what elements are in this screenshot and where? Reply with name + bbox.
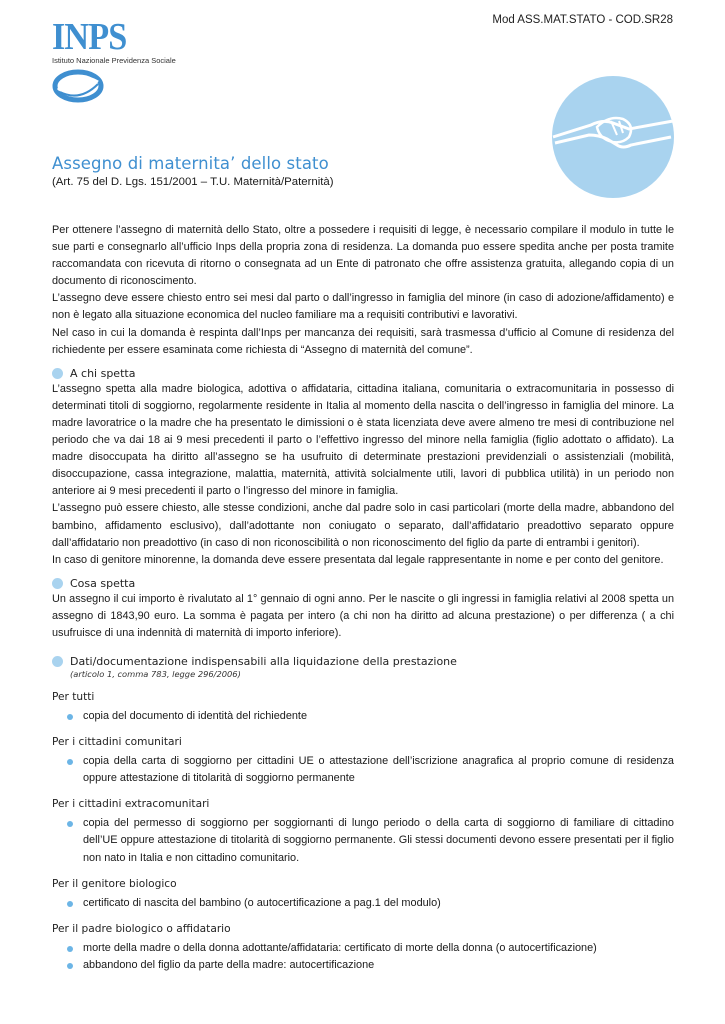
logo-text: INPS <box>52 16 127 58</box>
bullet-circle-icon <box>52 368 63 379</box>
bullet-circle-icon <box>52 656 63 667</box>
section-paragraph: L’assegno può essere chiesto, alle stesse condizioni, anche dal padre solo in casi particolari (morte della madre, abbandono del bambino, affidamento esclusivo), dall’adottante non coniugato o separato, dall’affidatario preadottivo separato oppure dall’affidatario non preadottivo (in caso di non riconoscibilità o non riconoscimento del figlio da parte di entrambi i genitori). <box>52 502 674 549</box>
list-item <box>52 895 674 912</box>
list-item-text: copia del permesso di soggiorno per soggiornanti di lungo periodo o della carta di soggiorno di familiare di cittadino dell’UE oppure attestazione di titolarità di soggiorno permanente. Gli stessi documenti devono essere presentati per il figlio non nato in Italia e non cittadino comunitario. <box>83 817 674 864</box>
list-item <box>52 957 674 974</box>
section-heading-documentazione <box>52 654 674 669</box>
bullet-dot-icon <box>67 901 73 907</box>
list-item <box>52 940 674 957</box>
section-title: Cosa spetta <box>70 576 136 590</box>
group-title: Per il padre biologico o affidatario <box>52 922 231 935</box>
list-item-text: certificato di nascita del bambino (o autocertificazione a pag.1 del modulo) <box>83 896 441 909</box>
page-subtitle: (Art. 75 del D. Lgs. 151/2001 – T.U. Maternità/Paternità) <box>52 176 334 188</box>
document-list <box>52 895 674 912</box>
document-list <box>52 940 674 974</box>
document-list <box>52 815 674 866</box>
intro-paragraph: L’assegno deve essere chiesto entro sei mesi dal parto o dall’ingresso in famiglia del minore (in caso di adozione/affidamento) e non è legato alla situazione economica del nucleo familiare ma a requisiti contributivi e lavorativi. <box>52 292 674 322</box>
section-title: A chi spetta <box>70 366 136 380</box>
list-item <box>52 815 674 866</box>
section-heading-cosa-spetta <box>52 576 674 591</box>
intro-paragraph: Nel caso in cui la domanda è respinta dall’Inps per mancanza dei requisiti, sarà trasmessa d’ufficio al Comune di residenza del richiedente per essere esaminata come richiesta di “Assegno di maternità del comune”. <box>52 326 674 356</box>
document-list <box>52 753 674 787</box>
bullet-dot-icon <box>67 759 73 765</box>
group-title: Per i cittadini extracomunitari <box>52 798 210 811</box>
title-block <box>52 154 334 188</box>
page-title: Assegno di maternita’ dello stato <box>52 154 329 173</box>
group-title: Per tutti <box>52 691 95 704</box>
inps-logo <box>52 16 202 65</box>
section-heading-chi-spetta <box>52 366 674 381</box>
inps-swirl-icon <box>52 68 104 104</box>
group-title: Per il genitore biologico <box>52 877 177 890</box>
section-paragraph: In caso di genitore minorenne, la domanda deve essere presentata dal legale rappresentante in nome e per conto del genitore. <box>52 553 664 566</box>
form-code: Mod ASS.MAT.STATO - COD.SR28 <box>492 14 673 26</box>
list-item <box>52 708 674 725</box>
section-title: Dati/documentazione indispensabili alla liquidazione della prestazione <box>70 655 457 669</box>
bullet-dot-icon <box>67 714 73 720</box>
group-title: Per i cittadini comunitari <box>52 736 182 749</box>
list-item-text: copia del documento di identità del richiedente <box>83 710 308 723</box>
list-item-text: morte della madre o della donna adottante/affidataria: certificato di morte della donna (o autocertificazione) <box>83 941 597 954</box>
list-item-text: copia della carta di soggiorno per cittadini UE o attestazione dell’iscrizione anagrafica al proprio comune di residenza oppure attestazione di titolarità di soggiorno permanente <box>83 755 674 785</box>
document-body <box>52 222 674 974</box>
bullet-dot-icon <box>67 821 73 827</box>
section-paragraph: Un assegno il cui importo è rivalutato al 1° gennaio di ogni anno. Per le nascite o gli ingressi in famiglia relativi al 2008 spetta un assegno di 1843,90 euro. La somma è pagata per intero (a chi non ha diritto ad alcuna prestazione) o per differenza ( a chi usufruisce di una indennità di maternità di importo inferiore). <box>52 592 674 639</box>
bullet-dot-icon <box>67 946 73 952</box>
handshake-icon <box>551 75 675 199</box>
intro-paragraph: Per ottenere l’assegno di maternità dello Stato, oltre a possedere i requisiti di legge, è necessario compilare il modulo in tutte le sue parti e consegnarlo all’ufficio Inps della propria zona di residenza. La domanda puo essere spedita anche per posta tramite raccomandata con ricevuta di ritorno o consegnata ad un Ente di patronato che offre assistenza gratuita, allegando copia di un documento di riconoscimento. <box>52 224 674 288</box>
bullet-circle-icon <box>52 578 63 589</box>
section-note: (articolo 1, comma 783, legge 296/2006) <box>70 669 241 680</box>
list-item-text: abbandono del figlio da parte della madre: autocertificazione <box>83 958 375 971</box>
document-list <box>52 708 674 725</box>
bullet-dot-icon <box>67 963 73 969</box>
list-item <box>52 753 674 787</box>
logo-subtitle: Istituto Nazionale Previdenza Sociale <box>52 56 176 65</box>
section-paragraph: L’assegno spetta alla madre biologica, adottiva o affidataria, cittadina italiana, comunitaria o extracomunitaria in possesso di determinati titoli di soggiorno, regolarmente residente in Italia al momento della nascita o dell’ingresso in famiglia del minore. La madre lavoratrice o la madre che ha presentato le dimissioni o è stata licenziata deve avere almeno tre mesi di contribuzione nel periodo che va dai 18 ai 9 mesi precedenti il parto o l’effettivo ingresso del minore nella famiglia (figlio adottato o affidato). La madre disoccupata ha diritto all’assegno se ha usufruito di determinate prestazioni previdenziali o assistenziali (mobilità, disoccupazione, cassa integrazione, malattia, maternità, attività solcialmente utili, lavori di pubblica utilità) in un periodo non anteriore ai 9 mesi precedenti il parto o l’ingresso del minore in famiglia. <box>52 382 674 498</box>
